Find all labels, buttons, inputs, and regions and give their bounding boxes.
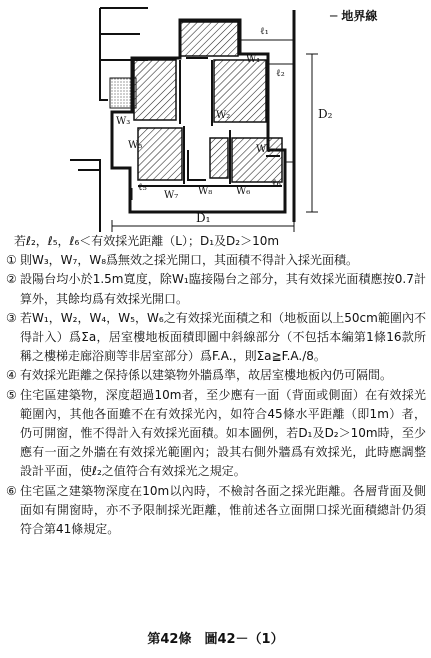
label-l6: ℓ₆ bbox=[272, 178, 281, 189]
item-number: ① bbox=[6, 253, 17, 268]
label-w2: W₂ bbox=[216, 110, 231, 121]
label-l5: ℓ₅ bbox=[138, 182, 147, 193]
explanation-text bbox=[6, 232, 426, 539]
item-6 bbox=[6, 482, 426, 540]
label-l2: ℓ₂ bbox=[276, 68, 285, 79]
item-text: 設陽台均小於1.5m寬度，除W₁臨接陽台之部分，其有效採光面積應按0.7計算外，其餘均爲有效採光開口。 bbox=[20, 272, 426, 306]
condition-line: 若ℓ₂，ℓ₅，ℓ₆＜有效採光距離（L）；D₁及D₂＞10m bbox=[14, 234, 280, 248]
property-boundary-label bbox=[330, 7, 377, 24]
label-d1: D₁ bbox=[196, 211, 211, 225]
item-number: ③ bbox=[6, 310, 17, 325]
item-number: ⑥ bbox=[6, 483, 17, 498]
floor-plan-figure bbox=[0, 0, 431, 232]
item-number: ④ bbox=[6, 368, 17, 383]
item-3 bbox=[6, 309, 426, 367]
item-text: 則W₃，W₇，W₈爲無效之採光開口，其面積不得計入採光面積。 bbox=[20, 253, 359, 268]
label-w4: W₄ bbox=[256, 144, 271, 155]
boundary-label-text: 地界線 bbox=[341, 9, 378, 23]
item-1 bbox=[6, 251, 426, 270]
item-5 bbox=[6, 386, 426, 482]
label-w1: W₁ bbox=[246, 54, 261, 65]
label-l1: ℓ₁ bbox=[260, 26, 269, 37]
item-text: 住宅區建築物，深度超過10m者，至少應有一面（背面或側面）在有效採光範圍內，其他各面雖不在有效採光內，如符合45條水平距離（即1m）者，仍可開窗，惟不得計入有效採光面積。如本圖例，若D₁及D₂＞10m時，至少應有一面之外牆在有效採光範圍內；設其右側外牆爲有效採光，此時應調整設計平面，使ℓ₂之值符合有效採光之規定。 bbox=[20, 387, 426, 479]
item-text: 住宅區之建築物深度在10m以內時，不檢討各面之採光距離。各層背面及側面如有開窗時，亦不予限制採光距離，惟前述各立面開口採光面積總計仍須符合第41條規定。 bbox=[20, 483, 426, 537]
item-2 bbox=[6, 270, 426, 308]
label-w3: W₃ bbox=[116, 116, 131, 127]
label-w7: W₇ bbox=[164, 190, 179, 201]
habitable-rooms bbox=[134, 22, 282, 182]
item-text: 有效採光距離之保持係以建築物外牆爲準，故居室樓地板內仍可隔間。 bbox=[20, 368, 393, 383]
boundary-arrow-icon: ─ bbox=[330, 9, 342, 23]
item-text: 若W₁，W₂，W₄，W₅，W₆之有效採光面積之和（地板面以上50cm範圍內不得計入）爲Σa，居室樓地板面積即圖中斜線部分（不包括本編第1條16款所稱之樓梯走廊浴廁等非居室部分）爲F.A.，則Σa≧F.A./8。 bbox=[20, 310, 426, 364]
item-4 bbox=[6, 366, 426, 385]
label-w6: W₆ bbox=[236, 186, 251, 197]
item-number: ⑤ bbox=[6, 387, 17, 402]
label-d2: D₂ bbox=[318, 107, 333, 121]
item-number: ② bbox=[6, 272, 17, 287]
label-w5: W₅ bbox=[128, 140, 143, 151]
label-w8: W₈ bbox=[198, 186, 213, 197]
figure-caption: 第42條 圖42－（1） bbox=[147, 632, 284, 647]
